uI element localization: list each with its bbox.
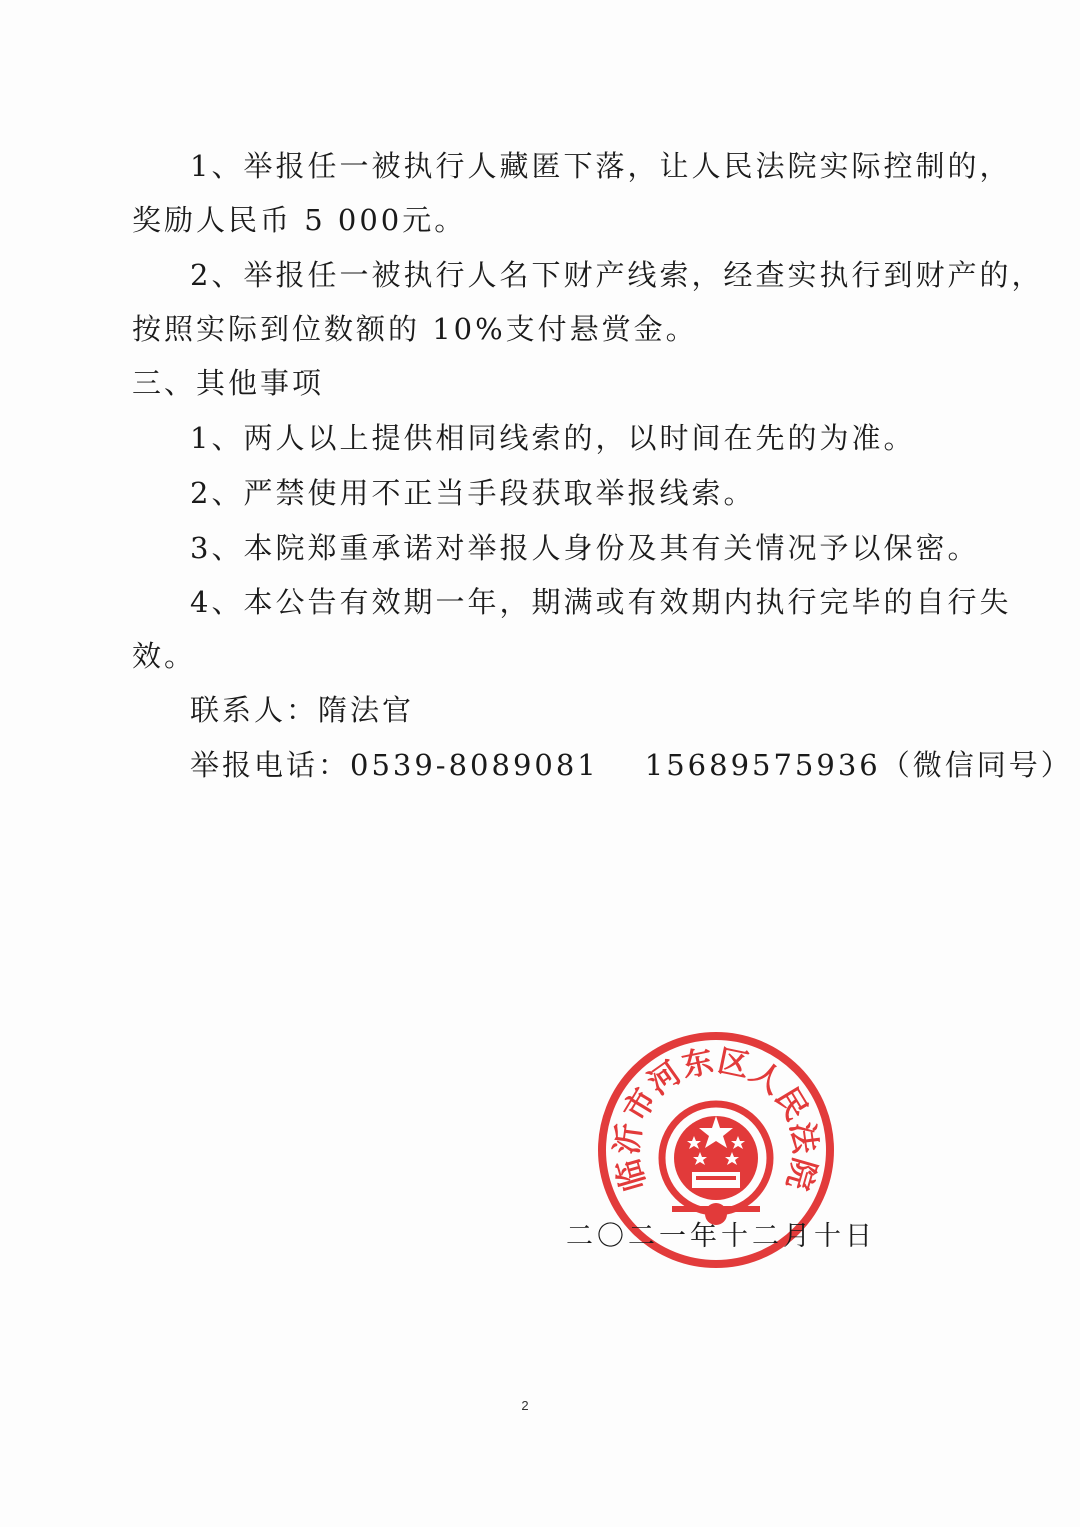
contact-person: 联系人：隋法官 — [190, 693, 415, 727]
item-validity-cont: 效。 — [132, 639, 197, 673]
item-no-improper-means: 2、严禁使用不正当手段获取举报线索。 — [190, 476, 756, 510]
report-phone — [190, 745, 1073, 785]
paragraph-reward-whereabouts: 1、举报任一被执行人藏匿下落，让人民法院实际控制的， — [190, 149, 1012, 183]
report-phone-mobile: 15689575936（微信同号） — [644, 748, 1073, 782]
item-same-clue: 1、两人以上提供相同线索的，以时间在先的为准。 — [190, 421, 916, 455]
paragraph-reward-property: 2、举报任一被执行人名下财产线索，经查实执行到财产的， — [190, 258, 1044, 292]
national-emblem-icon — [662, 1104, 770, 1225]
paragraph-reward-whereabouts-cont: 奖励人民币 5 000元。 — [132, 203, 467, 237]
page-number: 2 — [521, 1398, 529, 1413]
item-validity: 4、本公告有效期一年，期满或有效期内执行完毕的自行失 — [190, 585, 1012, 619]
paragraph-reward-property-cont: 按照实际到位数额的 10%支付悬赏金。 — [132, 312, 698, 346]
report-phone-landline: 举报电话：0539-8089081 — [190, 748, 599, 782]
item-confidentiality: 3、本院郑重承诺对举报人身份及其有关情况予以保密。 — [190, 531, 980, 565]
issue-date: 二〇二一年十二月十日 — [566, 1221, 876, 1252]
section-heading-other-matters: 三、其他事项 — [132, 366, 325, 400]
svg-text:临沂市河东区人民法院: 临沂市河东区人民法院 — [608, 1042, 824, 1195]
